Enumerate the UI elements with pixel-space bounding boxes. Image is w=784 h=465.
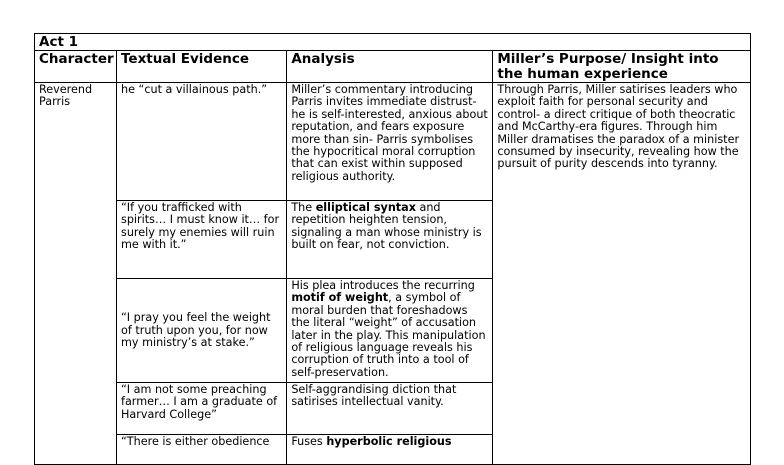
analysis-text: Fuses <box>291 435 327 448</box>
act-title: Act 1 <box>35 34 751 51</box>
header-purpose: Miller’s Purpose/ Insight into the human experience <box>493 51 751 83</box>
evidence-cell: “I pray you feel the weight of truth upon you, for now my ministry’s at stake.” <box>117 279 287 383</box>
header-analysis: Analysis <box>287 51 493 83</box>
evidence-cell: “There is either obedience <box>117 435 287 465</box>
analysis-cell <box>287 83 493 201</box>
analysis-cell <box>287 435 493 465</box>
analysis-text-cont: , a symbol of moral burden that foreshadows the literal “weight” of accusation later in the play. This manipulation of religious language reveals his corruption of truth into a tool of self-preservation. <box>291 291 486 379</box>
evidence-cell: he “cut a villainous path.” <box>117 83 287 201</box>
analysis-text: Self-aggrandising diction that satirises intellectual vanity. <box>291 383 457 409</box>
analysis-bold: motif of weight <box>291 291 389 305</box>
evidence-cell: “I am not some preaching farmer… I am a graduate of Harvard College” <box>117 383 287 435</box>
analysis-bold: elliptical syntax <box>315 201 416 214</box>
character-cell: Reverend Parris <box>35 83 117 465</box>
analysis-bold: hyperbolic religious <box>326 435 452 448</box>
table-row <box>35 83 751 201</box>
header-row <box>35 51 751 83</box>
purpose-cell: Through Parris, Miller satirises leaders who exploit faith for personal security and control- a direct critique of both theocratic and McCarthy-era figures. Through him Miller dramatises the paradox of a minister consumed by insecurity, revealing how the pursuit of purity descends into tyranny. <box>493 83 751 465</box>
analysis-cell <box>287 383 493 435</box>
header-evidence: Textual Evidence <box>117 51 287 83</box>
analysis-text: His plea introduces the recurring <box>291 279 475 292</box>
header-character: Character <box>35 51 117 83</box>
analysis-cell <box>287 279 493 383</box>
analysis-text-cont: and repetition heighten tension, signaling a man whose ministry is built on fear, not conviction. <box>291 201 482 252</box>
analysis-text: The <box>291 201 316 214</box>
analysis-text: Miller’s commentary introducing Parris invites immediate distrust- he is self-interested, anxious about reputation, and fears exposure more than sin- Parris symbolises the hypocritical moral corruption that can exist within supposed religious authority. <box>291 83 488 183</box>
analysis-table <box>34 33 751 465</box>
analysis-cell <box>287 201 493 279</box>
evidence-cell: “If you trafficked with spirits… I must know it… for surely my enemies will ruin me with it.” <box>117 201 287 279</box>
act-row <box>35 34 751 51</box>
